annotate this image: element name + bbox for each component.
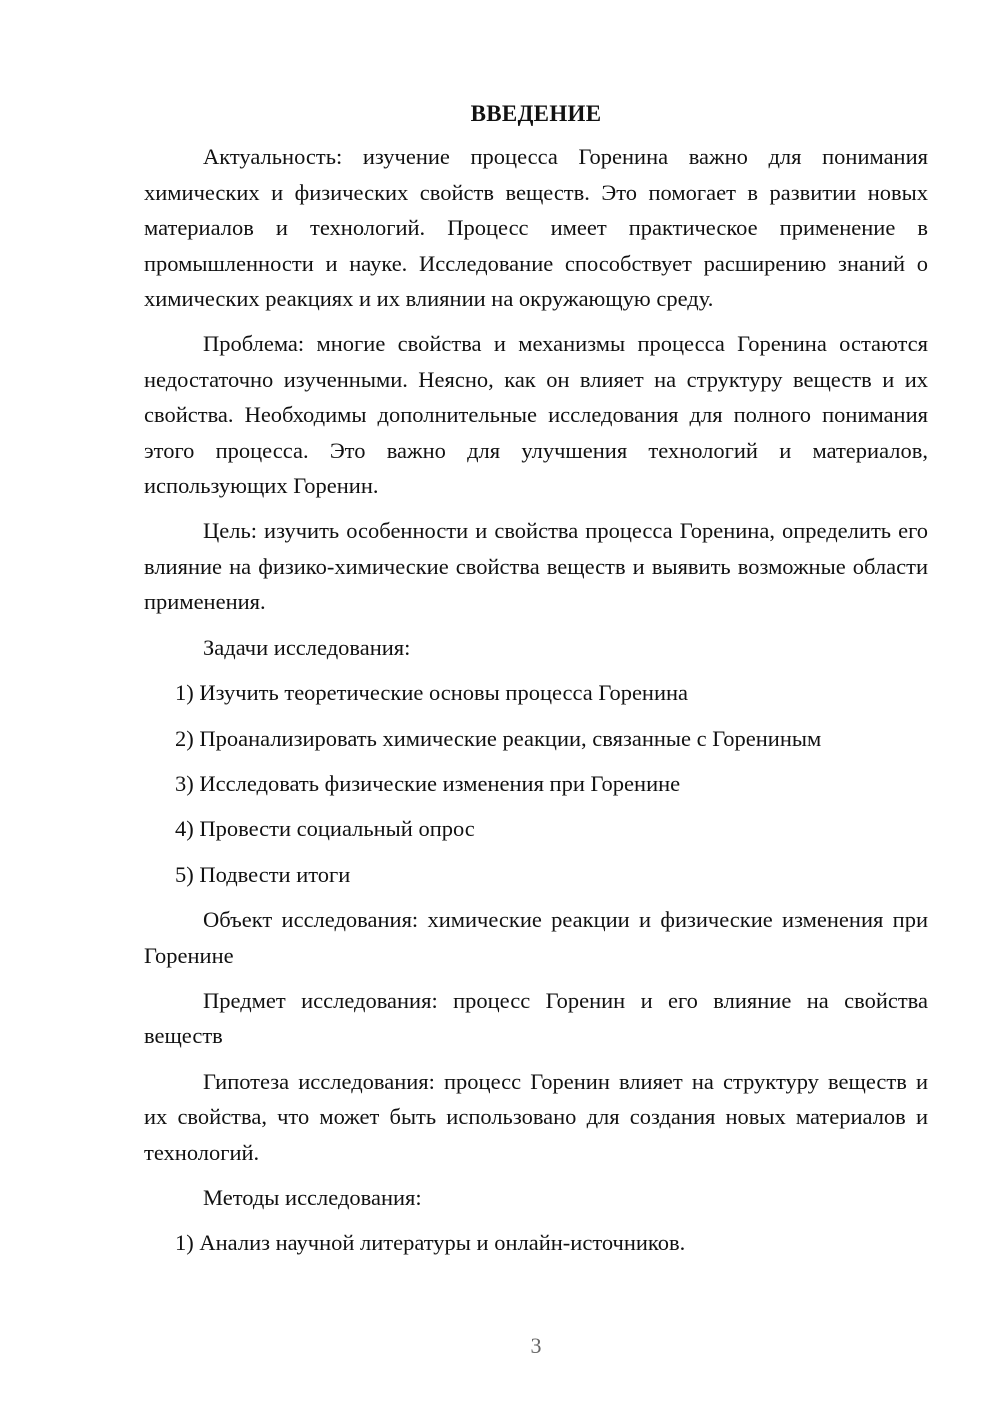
object-paragraph: Объект исследования: химические реакции и физические изменения при Горенине	[144, 907, 928, 968]
task-item: 3) Исследовать физические изменения при Горенине	[175, 770, 681, 796]
method-item: 1) Анализ научной литературы и онлайн-источников.	[175, 1230, 686, 1256]
task-item: 1) Изучить теоретические основы процесса Горенина	[175, 680, 689, 706]
task-item: 5) Подвести итоги	[175, 861, 351, 887]
section-heading: ВВЕДЕНИЕ	[470, 101, 602, 126]
methods-list	[144, 1225, 928, 1260]
methods-label: Методы исследования:	[203, 1184, 422, 1210]
goal-paragraph: Цель: изучить особенности и свойства процесса Горенина, определить его влияние на физико-химические свойства веществ и выявить возможные области применения.	[144, 518, 928, 615]
hypothesis-paragraph: Гипотеза исследования: процесс Горенин влияет на структуру веществ и их свойства, что может быть использовано для создания новых материалов и технологий.	[144, 1068, 928, 1165]
page-number: 3	[530, 1333, 542, 1358]
tasks-label: Задачи исследования:	[203, 634, 411, 660]
page-content	[144, 96, 928, 1271]
task-item: 2) Проанализировать химические реакции, связанные с Горениным	[175, 725, 822, 751]
subject-paragraph: Предмет исследования: процесс Горенин и его влияние на свойства веществ	[144, 987, 928, 1049]
tasks-list	[144, 675, 928, 892]
problem-paragraph: Проблема: многие свойства и механизмы процесса Горенина остаются недостаточно изученными. Неясно, как он влияет на структуру веществ и их свойства. Необходимы дополнительные исследования для полного понимания этого процесса. Это важно для улучшения технологий и материалов, использующих Горенин.	[144, 331, 928, 499]
task-item: 4) Провести социальный опрос	[175, 816, 475, 842]
relevance-paragraph: Актуальность: изучение процесса Горенина важно для понимания химических и физических свойств веществ. Это помогает в развитии новых материалов и технологий. Процесс имеет практическое применение в промышленности и науке. Исследование способствует расширению знаний о химических реакциях и их влиянии на окружающую среду.	[144, 144, 928, 312]
